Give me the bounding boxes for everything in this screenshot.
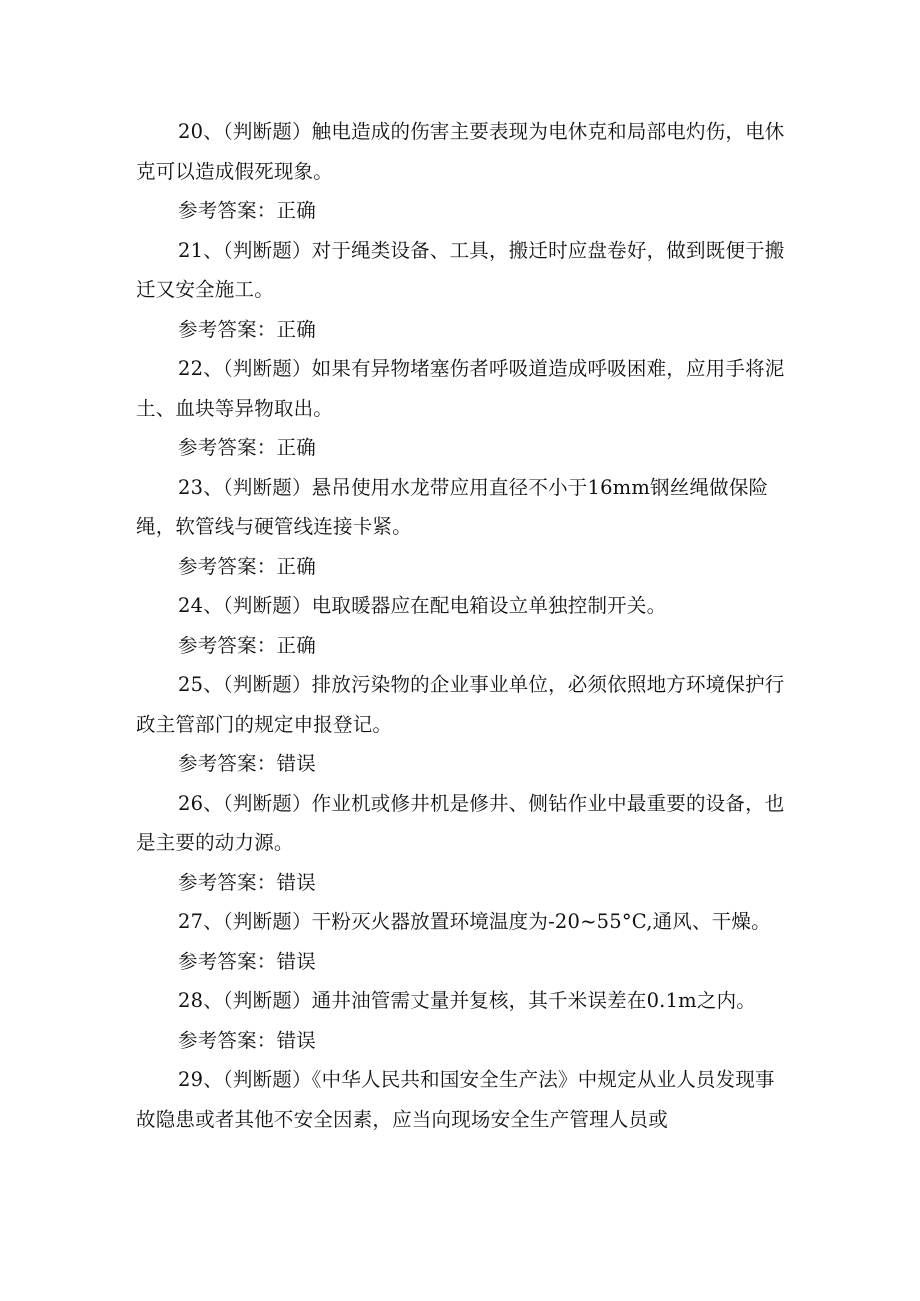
question-text: 26、（判断题）作业机或修井机是修井、侧钻作业中最重要的设备，也是主要的动力源。	[136, 791, 785, 854]
answer-text: 参考答案：正确	[178, 633, 316, 657]
answer-text: 参考答案：错误	[178, 752, 316, 775]
question-text: 20、（判断题）触电造成的伤害主要表现为电休克和局部电灼伤，电休克可以造成假死现象。	[136, 120, 785, 183]
answer-text: 参考答案：正确	[178, 199, 316, 222]
answer-text: 参考答案：正确	[178, 317, 316, 341]
question-text: 27、（判断题）干粉灭火器放置环境温度为-20~55°C,通风、干燥。	[178, 910, 771, 933]
question-item-28	[136, 981, 792, 1060]
question-item-21	[136, 231, 792, 350]
question-text: 24、（判断题）电取暖器应在配电箱设立单独控制开关。	[178, 594, 667, 617]
answer-text: 参考答案：正确	[178, 554, 316, 578]
question-item-27	[136, 902, 792, 981]
answer-text: 参考答案：错误	[178, 949, 316, 973]
question-item-24	[136, 586, 792, 665]
question-item-25	[136, 665, 792, 784]
question-list	[136, 112, 792, 1139]
answer-text: 参考答案：正确	[178, 436, 316, 459]
question-text: 28、（判断题）通井油管需丈量并复核，其千米误差在0.1m之内。	[178, 989, 756, 1012]
question-item-20	[136, 112, 792, 231]
question-text: 25、（判断题）排放污染物的企业事业单位，必须依照地方环境保护行政主管部门的规定申报登记。	[136, 673, 785, 736]
question-item-26	[136, 784, 792, 903]
answer-text: 参考答案：错误	[178, 870, 316, 894]
question-text: 22、（判断题）如果有异物堵塞伤者呼吸道造成呼吸困难，应用手将泥土、血块等异物取出。	[136, 357, 785, 420]
question-item-23	[136, 468, 792, 587]
question-item-29	[136, 1060, 792, 1139]
question-text: 23、（判断题）悬吊使用水龙带应用直径不小于16mm钢丝绳做保险绳，软管线与硬管线连接卡紧。	[136, 475, 769, 538]
question-text: 29、（判断题）《中华人民共和国安全生产法》中规定从业人员发现事故隐患或者其他不安全因素，应当向现场安全生产管理人员或	[136, 1068, 775, 1131]
question-item-22	[136, 349, 792, 468]
question-text: 21、（判断题）对于绳类设备、工具，搬迁时应盘卷好，做到既便于搬迁又安全施工。	[136, 238, 785, 301]
answer-text: 参考答案：错误	[178, 1028, 316, 1052]
